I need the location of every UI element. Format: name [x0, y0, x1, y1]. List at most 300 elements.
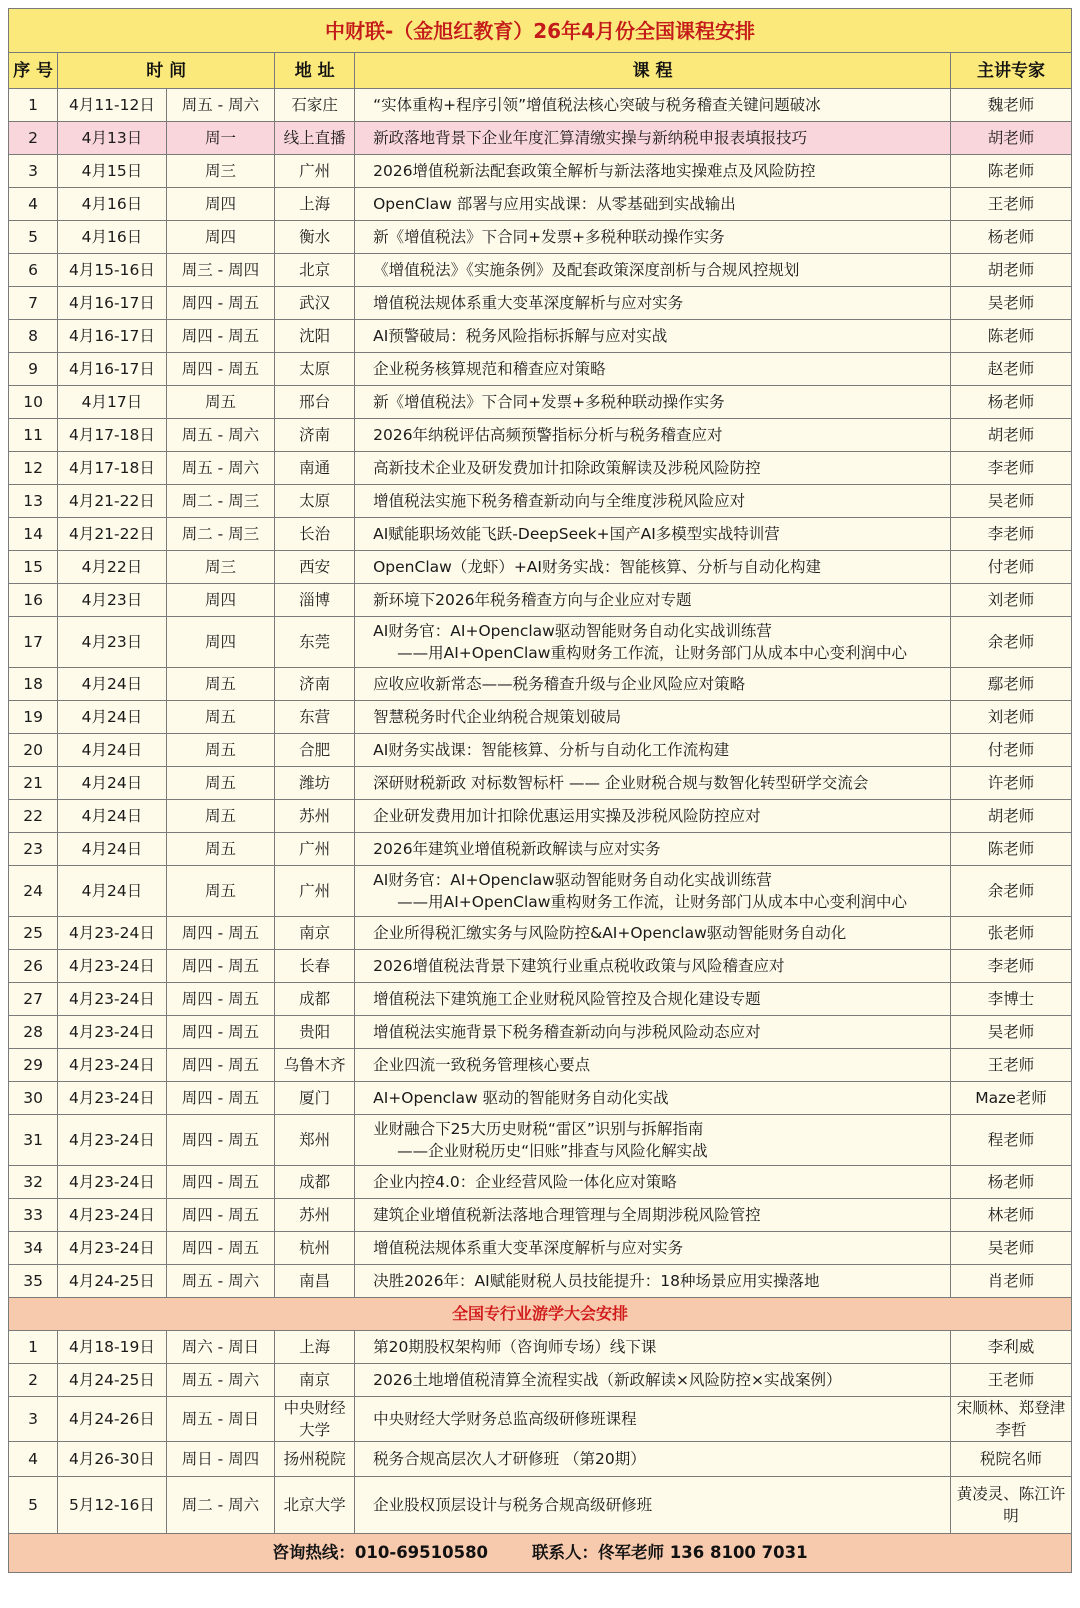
- expert-cell: 杨老师: [951, 1166, 1072, 1199]
- date-cell: 4月24日: [58, 668, 167, 701]
- course-title: 决胜2026年：AI赋能财税人员技能提升：18种场景应用实操落地: [373, 1272, 820, 1290]
- course-row: [9, 254, 1072, 287]
- course-row: [9, 800, 1072, 833]
- course-title: 企业所得税汇缴实务与风险防控&AI+Openclaw驱动智能财务自动化: [373, 924, 847, 942]
- row-number: 31: [9, 1115, 58, 1166]
- course-cell: [355, 983, 951, 1016]
- course-title: 税务合规高层次人才研修班 （第20期）: [373, 1450, 646, 1468]
- course-title: OpenClaw 部署与应用实战课：从零基础到实战输出: [373, 195, 736, 213]
- row-number: 15: [9, 551, 58, 584]
- expert-cell: 程老师: [951, 1115, 1072, 1166]
- course-cell: [355, 1166, 951, 1199]
- course-title: 建筑企业增值税新法落地合理管理与全周期涉税风险管控: [373, 1206, 761, 1224]
- course-cell: [355, 1232, 951, 1265]
- course-title: OpenClaw（龙虾）+AI财务实战：智能核算、分析与自动化构建: [373, 558, 821, 576]
- course-cell: [355, 917, 951, 950]
- course-title: AI赋能职场效能飞跃-DeepSeek+国产AI多模型实战特训营: [373, 525, 780, 543]
- schedule-table: [8, 8, 1072, 1573]
- row-number: 35: [9, 1265, 58, 1298]
- place-cell: 郑州: [275, 1115, 355, 1166]
- place-cell: 贵阳: [275, 1016, 355, 1049]
- weekday-cell: 周三: [166, 551, 275, 584]
- expert-cell: 李老师: [951, 452, 1072, 485]
- weekday-cell: 周四: [166, 617, 275, 668]
- course-cell: [355, 254, 951, 287]
- weekday-cell: 周四 - 周五: [166, 1016, 275, 1049]
- weekday-cell: 周日 - 周四: [166, 1442, 275, 1477]
- date-cell: 4月23-24日: [58, 1199, 167, 1232]
- weekday-cell: 周三: [166, 155, 275, 188]
- weekday-cell: 周五: [166, 833, 275, 866]
- course-title: 增值税法实施背景下税务稽查新动向与涉税风险动态应对: [373, 1023, 761, 1041]
- date-cell: 4月24日: [58, 800, 167, 833]
- expert-cell: 赵老师: [951, 353, 1072, 386]
- course-title: AI财务实战课：智能核算、分析与自动化工作流构建: [373, 741, 730, 759]
- course-title: 增值税法规体系重大变革深度解析与应对实务: [373, 294, 684, 312]
- date-cell: 4月16日: [58, 188, 167, 221]
- row-number: 33: [9, 1199, 58, 1232]
- row-number: 13: [9, 485, 58, 518]
- weekday-cell: 周五: [166, 800, 275, 833]
- expert-cell: 吴老师: [951, 1016, 1072, 1049]
- row-number: 24: [9, 866, 58, 917]
- section-title: 全国专行业游学大会安排: [9, 1298, 1072, 1331]
- place-cell: 长治: [275, 518, 355, 551]
- course-title: 2026土地增值税清算全流程实战（新政解读×风险防控×实战案例）: [373, 1371, 842, 1389]
- contact-footer: [9, 1534, 1072, 1573]
- place-cell: 苏州: [275, 1199, 355, 1232]
- date-cell: 4月15日: [58, 155, 167, 188]
- course-row: [9, 89, 1072, 122]
- row-number: 27: [9, 983, 58, 1016]
- page-title: 中财联-（金旭红教育）26年4月份全国课程安排: [9, 9, 1072, 53]
- place-cell: 东莞: [275, 617, 355, 668]
- header-time: 时 间: [58, 53, 275, 89]
- course-subtitle: ——用AI+OpenClaw重构财务工作流，让财务部门从成本中心变利润中心: [397, 644, 907, 662]
- course-title: AI+Openclaw 驱动的智能财务自动化实战: [373, 1089, 669, 1107]
- course-cell: [355, 1477, 951, 1534]
- weekday-cell: 周四 - 周五: [166, 1049, 275, 1082]
- course-cell: [355, 188, 951, 221]
- course-row: [9, 584, 1072, 617]
- date-cell: 4月13日: [58, 122, 167, 155]
- event-row: [9, 1364, 1072, 1397]
- weekday-cell: 周四 - 周五: [166, 1166, 275, 1199]
- event-row: [9, 1331, 1072, 1364]
- expert-cell: 魏老师: [951, 89, 1072, 122]
- row-number: 20: [9, 734, 58, 767]
- course-title: AI财务官：AI+Openclaw驱动智能财务自动化实战训练营: [373, 622, 772, 640]
- weekday-cell: 周五 - 周六: [166, 1364, 275, 1397]
- course-row: [9, 485, 1072, 518]
- course-cell: [355, 122, 951, 155]
- header-place: 地 址: [275, 53, 355, 89]
- course-row: [9, 1049, 1072, 1082]
- weekday-cell: 周六 - 周日: [166, 1331, 275, 1364]
- weekday-cell: 周四 - 周五: [166, 353, 275, 386]
- course-title: 2026年建筑业增值税新政解读与应对实务: [373, 840, 661, 858]
- weekday-cell: 周五 - 周日: [166, 1397, 275, 1442]
- weekday-cell: 周二 - 周三: [166, 518, 275, 551]
- course-title: 新《增值税法》下合同+发票+多税种联动操作实务: [373, 393, 725, 411]
- weekday-cell: 周四 - 周五: [166, 983, 275, 1016]
- course-row: [9, 767, 1072, 800]
- row-number: 10: [9, 386, 58, 419]
- row-number: 11: [9, 419, 58, 452]
- place-cell: 中央财经大学: [275, 1397, 355, 1442]
- place-cell: 北京: [275, 254, 355, 287]
- course-row: [9, 551, 1072, 584]
- course-cell: [355, 866, 951, 917]
- header-course: 课 程: [355, 53, 951, 89]
- place-cell: 线上直播: [275, 122, 355, 155]
- place-cell: 济南: [275, 668, 355, 701]
- course-cell: [355, 1442, 951, 1477]
- course-row: [9, 155, 1072, 188]
- place-cell: 石家庄: [275, 89, 355, 122]
- row-number: 5: [9, 221, 58, 254]
- date-cell: 4月22日: [58, 551, 167, 584]
- place-cell: 潍坊: [275, 767, 355, 800]
- event-row: [9, 1477, 1072, 1534]
- course-title: 2026增值税法背景下建筑行业重点税收政策与风险稽查应对: [373, 957, 785, 975]
- expert-cell: 胡老师: [951, 122, 1072, 155]
- place-cell: 杭州: [275, 1232, 355, 1265]
- weekday-cell: 周四 - 周五: [166, 1199, 275, 1232]
- course-title: 企业四流一致税务管理核心要点: [373, 1056, 591, 1074]
- row-number: 30: [9, 1082, 58, 1115]
- weekday-cell: 周五 - 周六: [166, 452, 275, 485]
- weekday-cell: 周五: [166, 386, 275, 419]
- course-row: [9, 518, 1072, 551]
- date-cell: 4月23-24日: [58, 1016, 167, 1049]
- course-row: [9, 1016, 1072, 1049]
- date-cell: 4月15-16日: [58, 254, 167, 287]
- date-cell: 4月26-30日: [58, 1442, 167, 1477]
- date-cell: 4月24-25日: [58, 1364, 167, 1397]
- date-cell: 4月16-17日: [58, 353, 167, 386]
- course-row: [9, 734, 1072, 767]
- course-row: [9, 668, 1072, 701]
- row-number: 34: [9, 1232, 58, 1265]
- row-number: 14: [9, 518, 58, 551]
- place-cell: 南京: [275, 917, 355, 950]
- date-cell: 4月23-24日: [58, 917, 167, 950]
- place-cell: 扬州税院: [275, 1442, 355, 1477]
- date-cell: 4月24日: [58, 833, 167, 866]
- place-cell: 长春: [275, 950, 355, 983]
- course-cell: [355, 1199, 951, 1232]
- course-row: [9, 419, 1072, 452]
- expert-cell: 李利威: [951, 1331, 1072, 1364]
- weekday-cell: 周一: [166, 122, 275, 155]
- place-cell: 北京大学: [275, 1477, 355, 1534]
- course-row: [9, 950, 1072, 983]
- row-number: 22: [9, 800, 58, 833]
- course-subtitle: ——用AI+OpenClaw重构财务工作流，让财务部门从成本中心变利润中心: [397, 893, 907, 911]
- course-subtitle: ——企业财税历史“旧账”排查与风险化解实战: [397, 1142, 708, 1160]
- course-cell: [355, 1364, 951, 1397]
- place-cell: 广州: [275, 155, 355, 188]
- row-number: 9: [9, 353, 58, 386]
- row-number: 12: [9, 452, 58, 485]
- weekday-cell: 周二 - 周六: [166, 1477, 275, 1534]
- place-cell: 太原: [275, 353, 355, 386]
- weekday-cell: 周四: [166, 221, 275, 254]
- date-cell: 4月23-24日: [58, 1166, 167, 1199]
- course-title: 应收应收新常态——税务稽查升级与企业风险应对策略: [373, 675, 746, 693]
- course-row: [9, 917, 1072, 950]
- course-cell: [355, 320, 951, 353]
- course-title: “实体重构+程序引领”增值税法核心突破与税务稽查关键问题破冰: [373, 96, 821, 114]
- course-title: 智慧税务时代企业纳税合规策划破局: [373, 708, 622, 726]
- course-row: [9, 386, 1072, 419]
- place-cell: 上海: [275, 188, 355, 221]
- course-title: AI财务官：AI+Openclaw驱动智能财务自动化实战训练营: [373, 871, 772, 889]
- course-title: 2026年纳税评估高频预警指标分析与税务稽查应对: [373, 426, 723, 444]
- course-cell: [355, 1115, 951, 1166]
- expert-cell: 张老师: [951, 917, 1072, 950]
- weekday-cell: 周五: [166, 866, 275, 917]
- expert-cell: 杨老师: [951, 386, 1072, 419]
- row-number: 21: [9, 767, 58, 800]
- course-title: 企业股权顶层设计与税务合规高级研修班: [373, 1496, 653, 1514]
- date-cell: 4月21-22日: [58, 485, 167, 518]
- course-title: 中央财经大学财务总监高级研修班课程: [373, 1410, 637, 1428]
- date-cell: 4月16日: [58, 221, 167, 254]
- course-title: 新《增值税法》下合同+发票+多税种联动操作实务: [373, 228, 725, 246]
- course-cell: [355, 1016, 951, 1049]
- expert-cell: 林老师: [951, 1199, 1072, 1232]
- course-title: 增值税法规体系重大变革深度解析与应对实务: [373, 1239, 684, 1257]
- course-title: 企业研发费用加计扣除优惠运用实操及涉税风险防控应对: [373, 807, 761, 825]
- weekday-cell: 周四: [166, 188, 275, 221]
- row-number: 4: [9, 1442, 58, 1477]
- weekday-cell: 周四 - 周五: [166, 1082, 275, 1115]
- course-cell: [355, 287, 951, 320]
- place-cell: 济南: [275, 419, 355, 452]
- place-cell: 广州: [275, 866, 355, 917]
- course-row: [9, 287, 1072, 320]
- course-row: [9, 983, 1072, 1016]
- date-cell: 4月23-24日: [58, 950, 167, 983]
- course-title: 增值税法下建筑施工企业财税风险管控及合规化建设专题: [373, 990, 761, 1008]
- contact-text: 联系人：佟军老师 136 8100 7031: [532, 1543, 808, 1562]
- course-cell: [355, 701, 951, 734]
- course-row: [9, 1232, 1072, 1265]
- course-cell: [355, 767, 951, 800]
- place-cell: 武汉: [275, 287, 355, 320]
- row-number: 3: [9, 1397, 58, 1442]
- hotline-text: 咨询热线：010-69510580: [272, 1543, 489, 1562]
- course-title: 第20期股权架构师（咨询师专场）线下课: [373, 1338, 657, 1356]
- row-number: 2: [9, 1364, 58, 1397]
- weekday-cell: 周五: [166, 767, 275, 800]
- row-number: 6: [9, 254, 58, 287]
- date-cell: 4月23日: [58, 584, 167, 617]
- expert-cell: 付老师: [951, 551, 1072, 584]
- expert-cell: 胡老师: [951, 254, 1072, 287]
- weekday-cell: 周四 - 周五: [166, 1115, 275, 1166]
- course-title: 深研财税新政 对标数智标杆 —— 企业财税合规与数智化转型研学交流会: [373, 774, 869, 792]
- date-cell: 4月23-24日: [58, 1082, 167, 1115]
- date-cell: 4月24日: [58, 734, 167, 767]
- weekday-cell: 周五: [166, 701, 275, 734]
- expert-cell: 吴老师: [951, 1232, 1072, 1265]
- expert-cell: 杨老师: [951, 221, 1072, 254]
- course-row: [9, 1265, 1072, 1298]
- row-number: 29: [9, 1049, 58, 1082]
- place-cell: 成都: [275, 1166, 355, 1199]
- course-title: 增值税法实施下税务稽查新动向与全维度涉税风险应对: [373, 492, 746, 510]
- expert-cell: 宋顺林、郑登津李哲: [951, 1397, 1072, 1442]
- course-cell: [355, 1265, 951, 1298]
- expert-cell: 陈老师: [951, 320, 1072, 353]
- expert-cell: 刘老师: [951, 584, 1072, 617]
- course-cell: [355, 452, 951, 485]
- expert-cell: 李老师: [951, 950, 1072, 983]
- place-cell: 广州: [275, 833, 355, 866]
- row-number: 17: [9, 617, 58, 668]
- course-row: [9, 353, 1072, 386]
- place-cell: 上海: [275, 1331, 355, 1364]
- weekday-cell: 周五: [166, 734, 275, 767]
- expert-cell: 王老师: [951, 1364, 1072, 1397]
- course-cell: [355, 155, 951, 188]
- date-cell: 4月17-18日: [58, 452, 167, 485]
- place-cell: 衡水: [275, 221, 355, 254]
- course-cell: [355, 1397, 951, 1442]
- course-title: 企业内控4.0：企业经营风险一体化应对策略: [373, 1173, 677, 1191]
- place-cell: 东营: [275, 701, 355, 734]
- row-number: 23: [9, 833, 58, 866]
- expert-cell: 陈老师: [951, 155, 1072, 188]
- course-cell: [355, 584, 951, 617]
- course-cell: [355, 617, 951, 668]
- date-cell: 4月24日: [58, 866, 167, 917]
- expert-cell: 胡老师: [951, 800, 1072, 833]
- date-cell: 4月17-18日: [58, 419, 167, 452]
- date-cell: 4月17日: [58, 386, 167, 419]
- course-title: 高新技术企业及研发费加计扣除政策解读及涉税风险防控: [373, 459, 761, 477]
- weekday-cell: 周五: [166, 668, 275, 701]
- course-cell: [355, 89, 951, 122]
- weekday-cell: 周四 - 周五: [166, 287, 275, 320]
- date-cell: 4月16-17日: [58, 287, 167, 320]
- course-title: 新政落地背景下企业年度汇算清缴实操与新纳税申报表填报技巧: [373, 129, 808, 147]
- course-title: 2026增值税新法配套政策全解析与新法落地实操难点及风险防控: [373, 162, 816, 180]
- date-cell: 4月18-19日: [58, 1331, 167, 1364]
- row-number: 32: [9, 1166, 58, 1199]
- date-cell: 5月12-16日: [58, 1477, 167, 1534]
- expert-cell: 王老师: [951, 1049, 1072, 1082]
- expert-cell: 余老师: [951, 866, 1072, 917]
- row-number: 28: [9, 1016, 58, 1049]
- row-number: 25: [9, 917, 58, 950]
- course-cell: [355, 221, 951, 254]
- date-cell: 4月11-12日: [58, 89, 167, 122]
- event-row: [9, 1442, 1072, 1477]
- course-cell: [355, 485, 951, 518]
- row-number: 7: [9, 287, 58, 320]
- course-row: [9, 866, 1072, 917]
- course-title: 企业税务核算规范和稽查应对策略: [373, 360, 606, 378]
- course-cell: [355, 833, 951, 866]
- course-cell: [355, 551, 951, 584]
- expert-cell: 余老师: [951, 617, 1072, 668]
- weekday-cell: 周四: [166, 584, 275, 617]
- course-cell: [355, 386, 951, 419]
- place-cell: 邢台: [275, 386, 355, 419]
- expert-cell: 黄凌灵、陈江许明: [951, 1477, 1072, 1534]
- date-cell: 4月23-24日: [58, 1115, 167, 1166]
- course-row: [9, 1082, 1072, 1115]
- course-row: [9, 833, 1072, 866]
- expert-cell: 刘老师: [951, 701, 1072, 734]
- place-cell: 南京: [275, 1364, 355, 1397]
- place-cell: 南通: [275, 452, 355, 485]
- event-row: [9, 1397, 1072, 1442]
- date-cell: 4月23-24日: [58, 1049, 167, 1082]
- date-cell: 4月24-26日: [58, 1397, 167, 1442]
- weekday-cell: 周三 - 周四: [166, 254, 275, 287]
- weekday-cell: 周四 - 周五: [166, 917, 275, 950]
- place-cell: 厦门: [275, 1082, 355, 1115]
- expert-cell: 肖老师: [951, 1265, 1072, 1298]
- expert-cell: 陈老师: [951, 833, 1072, 866]
- course-title: 《增值税法》《实施条例》及配套政策深度剖析与合规风控规划: [373, 261, 800, 279]
- weekday-cell: 周二 - 周三: [166, 485, 275, 518]
- expert-cell: 王老师: [951, 188, 1072, 221]
- place-cell: 西安: [275, 551, 355, 584]
- course-row: [9, 122, 1072, 155]
- row-number: 18: [9, 668, 58, 701]
- expert-cell: 吴老师: [951, 485, 1072, 518]
- place-cell: 乌鲁木齐: [275, 1049, 355, 1082]
- course-row: [9, 188, 1072, 221]
- expert-cell: 吴老师: [951, 287, 1072, 320]
- row-number: 4: [9, 188, 58, 221]
- course-row: [9, 1115, 1072, 1166]
- row-number: 5: [9, 1477, 58, 1534]
- row-number: 3: [9, 155, 58, 188]
- weekday-cell: 周四 - 周五: [166, 1232, 275, 1265]
- course-row: [9, 617, 1072, 668]
- expert-cell: 付老师: [951, 734, 1072, 767]
- course-cell: [355, 1049, 951, 1082]
- course-cell: [355, 353, 951, 386]
- course-title: 新环境下2026年税务稽查方向与企业应对专题: [373, 591, 692, 609]
- weekday-cell: 周五 - 周六: [166, 419, 275, 452]
- course-cell: [355, 800, 951, 833]
- header-no: 序 号: [9, 53, 58, 89]
- course-cell: [355, 1082, 951, 1115]
- course-cell: [355, 668, 951, 701]
- expert-cell: 许老师: [951, 767, 1072, 800]
- date-cell: 4月16-17日: [58, 320, 167, 353]
- expert-cell: Maze老师: [951, 1082, 1072, 1115]
- date-cell: 4月24-25日: [58, 1265, 167, 1298]
- date-cell: 4月21-22日: [58, 518, 167, 551]
- date-cell: 4月24日: [58, 767, 167, 800]
- place-cell: 太原: [275, 485, 355, 518]
- weekday-cell: 周五 - 周六: [166, 1265, 275, 1298]
- row-number: 19: [9, 701, 58, 734]
- row-number: 1: [9, 1331, 58, 1364]
- expert-cell: 鄢老师: [951, 668, 1072, 701]
- expert-cell: 税院名师: [951, 1442, 1072, 1477]
- course-row: [9, 221, 1072, 254]
